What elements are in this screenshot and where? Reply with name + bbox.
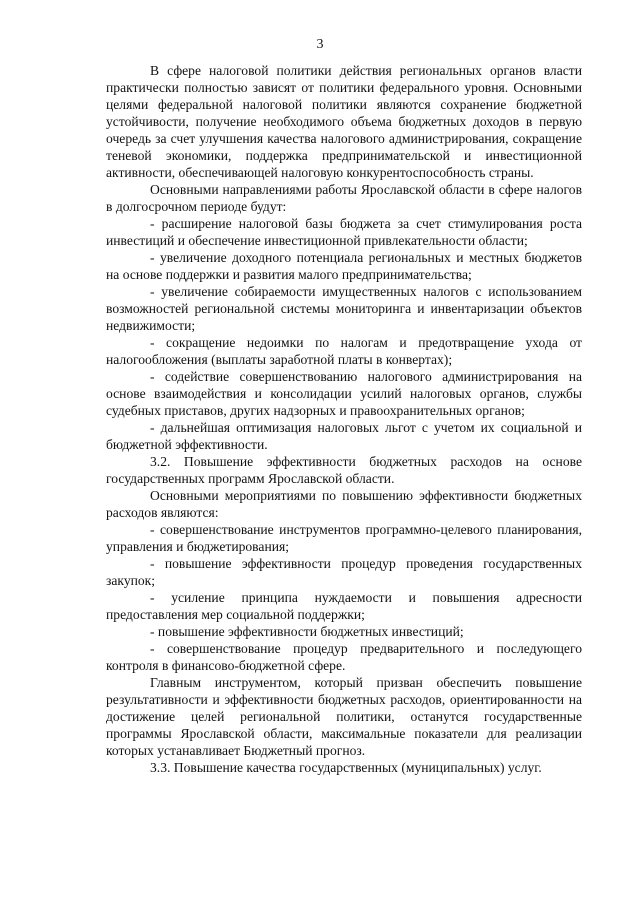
list-item-tax-administration: - содействие совершенствованию налогового администрирования на основе взаимодействия и консолидации усилий налоговых органов, службы судебных приставов, других надзорных и правоохранительных органов; — [106, 369, 582, 418]
paragraph-expenditure-intro: Основными мероприятиями по повышению эффективности бюджетных расходов являются: — [106, 488, 582, 520]
section-heading-3-2: 3.2. Повышение эффективности бюджетных расходов на основе государственных программ Ярославской области. — [106, 454, 582, 486]
list-item-tax-base: - расширение налоговой базы бюджета за счет стимулирования роста инвестиций и обеспечение инвестиционной привлекательности области; — [106, 216, 582, 248]
list-item-social-support: - усиление принципа нуждаемости и повышения адресности предоставления мер социальной поддержки; — [106, 590, 582, 622]
list-item-budget-investments: - повышение эффективности бюджетных инвестиций; — [150, 624, 464, 639]
paragraph-tax-policy-intro: В сфере налоговой политики действия региональных органов власти практически полностью зависят от политики федерального уровня. Основными целями федеральной налоговой политики являются сохранение бюджетной устойчивости, получение необходимого объема бюджетных доходов в первую очередь за счет улучшения качества налогового администрирования, сокращение теневой экономики, поддержка предпринимательской и инвестиционной активности, обеспечивающей налоговую конкурентоспособность страны. — [106, 63, 582, 180]
section-heading-3-3: 3.3. Повышение качества государственных (муниципальных) услуг. — [150, 760, 542, 775]
list-item-program-planning: - совершенствование инструментов программно-целевого планирования, управления и бюджетирования; — [106, 522, 582, 554]
list-item-arrears: - сокращение недоимки по налогам и предотвращение ухода от налогообложения (выплаты заработной платы в конвертах); — [106, 335, 582, 367]
paragraph-tax-directions-intro: Основными направлениями работы Ярославской области в сфере налогов в долгосрочном периоде будут: — [106, 182, 582, 214]
list-item-tax-benefits: - дальнейшая оптимизация налоговых льгот с учетом их социальной и бюджетной эффективности. — [106, 420, 582, 452]
document-body — [106, 62, 582, 776]
list-item-property-tax: - увеличение собираемости имущественных налогов с использованием возможностей региональной системы мониторинга и инвентаризации объектов недвижимости; — [106, 284, 582, 333]
list-item-procurement: - повышение эффективности процедур проведения государственных закупок; — [106, 556, 582, 588]
page-number: 3 — [316, 37, 324, 52]
list-item-revenue-potential: - увеличение доходного потенциала региональных и местных бюджетов на основе поддержки и развития малого предпринимательства; — [106, 250, 582, 282]
list-item-financial-control: - совершенствование процедур предварительного и последующего контроля в финансово-бюджетной сфере. — [106, 641, 582, 673]
paragraph-main-instrument: Главным инструментом, который призван обеспечить повышение результативности и эффективности бюджетных расходов, ориентированности на достижение целей региональной политики, останутся государственные программы Ярославской области, максимальные показатели для реализации которых устанавливает Бюджетный прогноз. — [106, 675, 582, 758]
